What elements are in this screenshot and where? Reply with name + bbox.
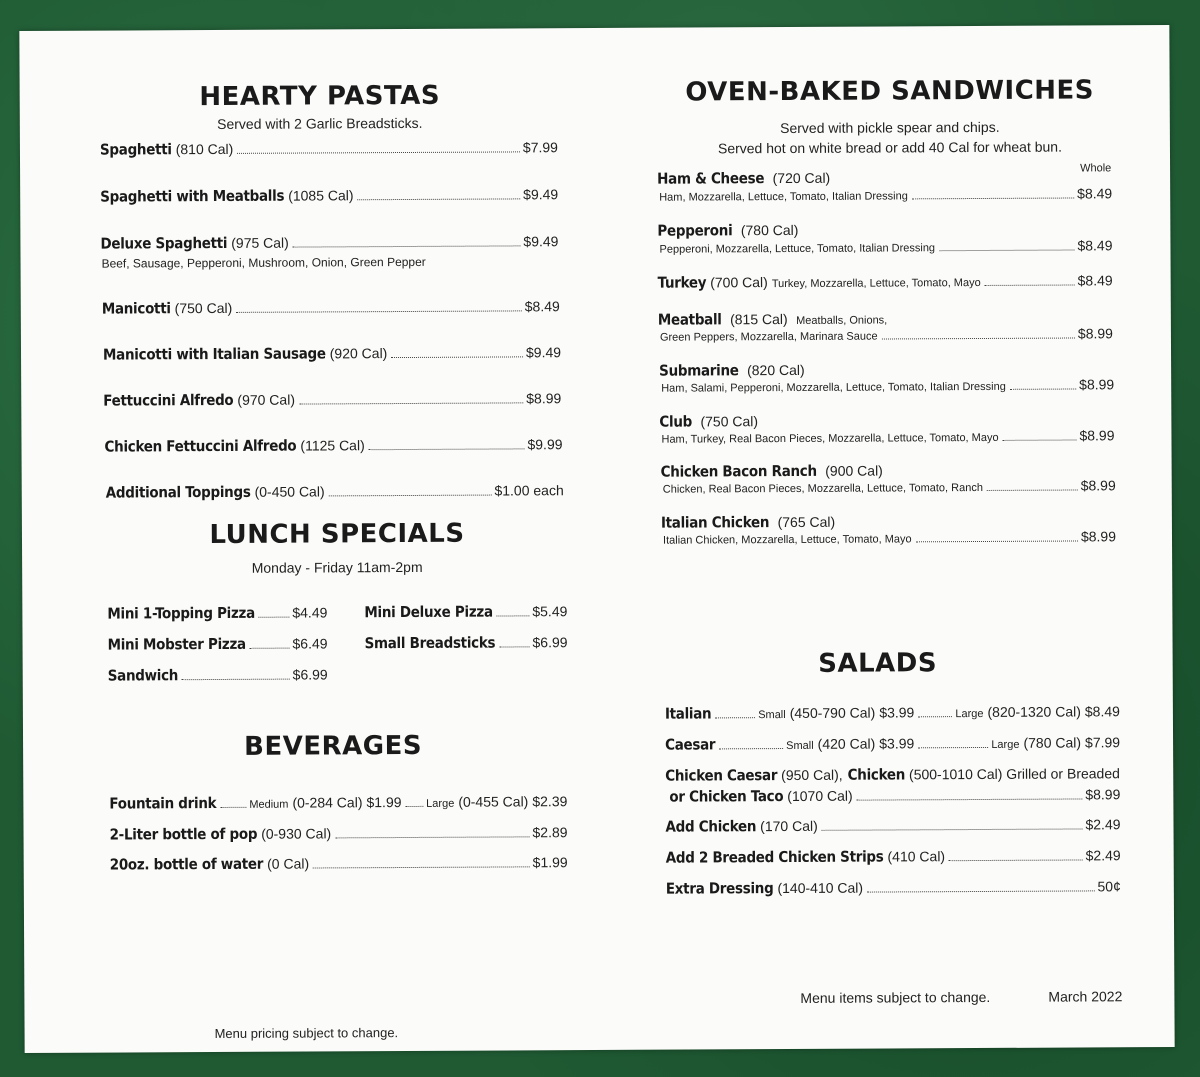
lunch-name: Mini Mobster Pizza [107,634,246,654]
leader-dots [293,245,521,247]
sandwich-price: $8.49 [1077,237,1113,254]
sandwich-desc: Chicken, Real Bacon Pieces, Mozzarella, Lettuce, Tomato, Ranch [662,481,983,496]
sandwich-cal: (780 Cal) [740,221,799,239]
leader-dots [391,356,523,358]
beverage-row [109,792,567,812]
sandwich-title [657,169,830,189]
size-label: Large [991,738,1020,751]
salad-name: Italian [664,704,712,723]
beverage-cal: (0-455 Cal) [458,793,529,810]
leader-dots [313,866,530,868]
sandwich-row [657,237,1112,255]
size-label: Small [758,709,786,722]
pasta-cal: (810 Cal) [175,140,234,158]
pasta-price: $9.49 [523,233,559,250]
pasta-price: $8.49 [524,298,560,315]
sandwich-price: $8.49 [1077,272,1113,289]
leader-dots [918,747,988,748]
sandwiches-note-1: Served with pickle spear and chips. [780,118,1000,137]
sandwich-row [658,271,1113,291]
lunch-item [108,665,328,684]
sandwich-desc: Pepperoni, Mozzarella, Lettuce, Tomato, Italian Dressing [659,242,936,256]
sandwich-name: Italian Chicken [660,513,770,532]
pasta-cal: (920 Cal) [329,345,388,362]
beverage-name: Fountain drink [109,793,217,813]
pasta-row [102,297,560,317]
leader-dots [406,806,424,807]
beverage-price: $2.39 [532,793,568,810]
size-label: Large [955,707,984,721]
pasta-row [100,232,558,252]
sandwich-price: $8.99 [1079,376,1115,393]
salad-row [665,815,1120,835]
leader-dots [335,836,529,838]
size-label: Medium [249,798,289,811]
salad-price: $3.99 [879,735,915,752]
lunch-price: $6.99 [292,666,328,683]
leader-dots [259,617,289,618]
salad-name: or Chicken Taco [669,787,784,806]
chicken-salad-line-2 [669,785,1120,805]
pasta-price: $8.99 [526,390,562,407]
salad-cal: (450-790 Cal) [789,704,876,721]
salad-name: Add Chicken [665,817,757,836]
salad-price: $8.99 [1085,786,1121,803]
sandwich-price: $8.99 [1080,528,1117,545]
lunch-price: $5.49 [532,603,568,620]
salad-cal: (820-1320 Cal) [987,703,1081,720]
pasta-cal: (975 Cal) [231,234,289,251]
leader-dots [987,489,1078,490]
beverage-cal: (0-930 Cal) [261,825,332,842]
leader-dots [985,284,1075,285]
leader-dots [949,859,1083,861]
chicken-salad-line-1 [665,764,1120,784]
sandwich-cal: (700 Cal) [710,274,768,291]
sandwich-name: Chicken Bacon Ranch [660,461,817,481]
items-note: Menu items subject to change. [800,988,991,1006]
salad-cal: (1070 Cal) [787,787,853,805]
beverage-price: $2.89 [532,824,568,841]
salad-name: Caesar [665,735,716,754]
salad-cal: (780 Cal) [1023,734,1082,751]
leader-dots [715,717,755,718]
sandwich-row [659,427,1114,445]
lunch-item [364,602,567,621]
leader-dots [916,540,1078,542]
beverage-cal: (0-284 Cal) [292,794,363,811]
pasta-row [103,343,561,363]
lunch-price: $6.99 [532,634,568,651]
pasta-cal: (970 Cal) [237,391,296,408]
leader-dots [497,615,530,616]
pasta-name: Additional Toppings [105,482,251,502]
sandwich-desc: Ham, Mozzarella, Lettuce, Tomato, Italian Dressing [659,190,908,204]
beverage-name: 2-Liter bottle of pop [109,824,258,844]
leader-dots [237,151,520,153]
leader-dots [1003,439,1077,440]
pasta-name: Manicotti [101,299,171,318]
salad-price: $2.49 [1085,816,1121,833]
sandwich-desc: Ham, Turkey, Real Bacon Pieces, Mozzarella, Lettuce, Tomato, Mayo [661,431,999,446]
lunch-item [107,634,327,653]
sandwich-desc: Green Peppers, Mozzarella, Marinara Sauce [659,330,878,344]
sandwich-price: $8.49 [1077,185,1113,202]
pasta-row [104,435,562,455]
sandwich-cal: (720 Cal) [772,169,831,187]
sandwich-name: Pepperoni [657,221,733,240]
leader-dots [867,890,1094,892]
sandwich-cal: (900 Cal) [825,462,883,479]
leader-dots [236,310,521,312]
lunch-item [107,603,327,622]
leader-dots [857,798,1083,800]
beverage-name: 20oz. bottle of water [109,854,264,874]
lunch-price: $4.49 [292,604,328,621]
pasta-price: $1.00 each [494,482,564,499]
beverage-row [109,823,567,843]
lunch-name: Small Breadsticks [364,633,496,653]
sandwich-desc: Italian Chicken, Mozzarella, Lettuce, Tomato, Mayo [662,533,912,547]
sandwich-cal: (750 Cal) [700,413,759,430]
sandwich-row [661,477,1116,495]
pasta-price: $9.49 [525,344,562,361]
salad-cal: (500-1010 Cal) Grilled or Breaded [908,765,1120,783]
sandwich-name: Turkey [657,273,707,292]
sandwich-name: Ham & Cheese [657,169,765,188]
pastas-heading: HEARTY PASTAS [199,80,441,113]
sandwich-cal: (765 Cal) [777,513,836,531]
sandwich-name: Submarine [659,361,739,380]
salad-price: 50¢ [1097,878,1121,895]
pasta-row [106,481,564,501]
whole-label: Whole [1080,162,1112,175]
pasta-row [103,389,561,409]
beverage-price: $1.99 [366,794,402,811]
pasta-cal: (1125 Cal) [300,437,365,454]
salad-name: Add 2 Breaded Chicken Strips [665,847,884,867]
leader-dots [329,495,492,497]
pastas-note: Served with 2 Garlic Breadsticks. [217,114,423,132]
pricing-note: Menu pricing subject to change. [214,1025,399,1042]
size-label: Small [786,739,814,753]
beverage-price: $1.99 [532,854,568,871]
sandwich-name: Meatball [657,310,722,329]
sandwiches-heading: OVEN-BAKED SANDWICHES [685,75,1095,108]
salad-cal: (170 Cal) [760,817,818,835]
salad-cal: (420 Cal) [817,735,876,752]
lunch-item [364,633,567,652]
pasta-row [100,185,558,205]
leader-dots [882,337,1075,339]
pasta-name: Spaghetti [99,140,172,159]
sandwich-title [657,221,798,241]
salad-name: Extra Dressing [665,879,774,898]
leader-dots [250,648,290,649]
pasta-cal: (750 Cal) [174,299,233,317]
salad-price: $2.49 [1085,847,1121,864]
salad-row [665,702,1120,722]
leader-dots [299,402,523,404]
leader-dots [912,197,1074,199]
pasta-desc: Beef, Sausage, Pepperoni, Mushroom, Onion, Green Pepper [101,254,426,271]
lunch-note: Monday - Friday 11am-2pm [251,558,423,576]
sandwich-cal: (815 Cal) [730,310,788,328]
salad-cal: (950 Cal), [781,766,843,784]
pasta-price: $9.49 [523,186,559,203]
salad-row [666,846,1121,866]
pasta-cal: (0-450 Cal) [254,483,325,500]
sandwich-desc: Meatballs, Onions, [796,314,888,327]
sandwich-price: $8.99 [1080,477,1116,494]
leader-dots [220,807,246,808]
sandwich-price: $8.99 [1077,325,1113,342]
salad-price: $8.49 [1084,703,1120,720]
lunch-name: Mini 1-Topping Pizza [107,603,255,623]
sandwich-row [658,325,1113,343]
beverage-cal: (0 Cal) [267,855,310,872]
beverage-row [110,853,568,873]
pasta-row [100,138,558,158]
salad-row [665,733,1120,753]
pasta-name: Deluxe Spaghetti [100,233,228,253]
salad-cal: (140-410 Cal) [777,879,864,897]
leader-dots [369,448,525,450]
salad-price: $7.99 [1084,734,1121,751]
sandwich-row [661,528,1116,546]
leader-dots [1010,388,1076,389]
salads-heading: SALADS [818,648,938,679]
leader-dots [918,716,952,717]
pasta-name: Fettuccini Alfredo [103,390,234,410]
sandwich-desc: Turkey, Mozzarella, Lettuce, Tomato, Mayo [771,276,981,291]
leader-dots [939,249,1074,251]
sandwich-cal: (820 Cal) [747,361,805,379]
lunch-price: $6.49 [292,635,328,652]
pasta-name: Spaghetti with Meatballs [100,186,285,206]
leader-dots [499,646,529,647]
leader-dots [182,679,290,681]
salad-name: Chicken [847,765,906,784]
pasta-cal: (1085 Cal) [288,187,354,204]
salad-cal: (410 Cal) [887,848,946,865]
salad-name: Chicken Caesar [665,766,778,785]
sandwich-desc: Ham, Salami, Pepperoni, Mozzarella, Lettuce, Tomato, Italian Dressing [661,380,1006,395]
leader-dots [822,828,1083,830]
pasta-price: $9.99 [527,436,563,453]
sandwich-name: Club [659,412,693,431]
lunch-name: Mini Deluxe Pizza [364,602,493,622]
salad-price: $3.99 [879,704,915,721]
sandwich-row [659,376,1114,394]
leader-dots [719,748,783,749]
pasta-name: Manicotti with Italian Sausage [102,344,326,364]
salad-row [666,877,1121,897]
lunch-name: Sandwich [107,666,179,685]
menu-sheet [19,25,1174,1053]
menu-date: March 2022 [1048,988,1123,1005]
sandwich-row [657,185,1112,203]
sandwich-price: $8.99 [1079,427,1115,444]
beverages-heading: BEVERAGES [244,730,423,762]
menu-paper [19,25,1174,1053]
sandwiches-note-2: Served hot on white bread or add 40 Cal for wheat bun. [717,138,1062,157]
pasta-price: $7.99 [522,139,558,156]
size-label: Large [426,797,455,810]
leader-dots [358,198,521,200]
lunch-heading: LUNCH SPECIALS [209,518,465,551]
pasta-name: Chicken Fettuccini Alfredo [104,436,297,456]
